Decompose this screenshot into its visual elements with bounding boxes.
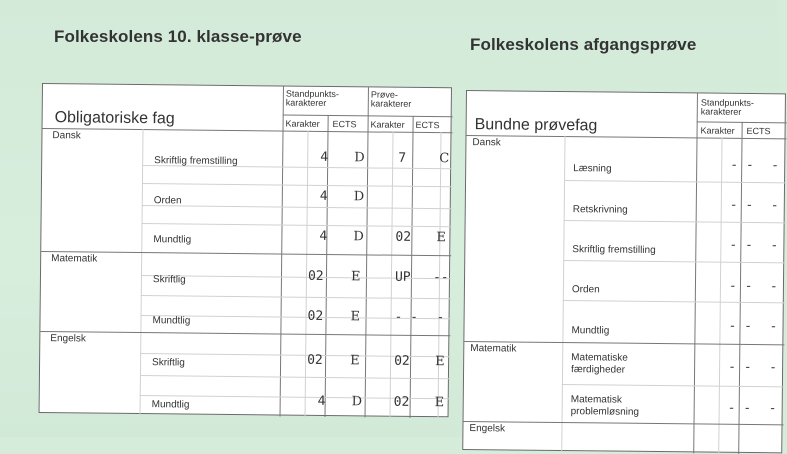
subject-dansk: Dansk: [52, 130, 81, 142]
grade-value: - -: [729, 237, 753, 254]
grade-value: 4: [319, 188, 328, 204]
subject-engelsk: Engelsk: [469, 423, 506, 435]
ects-value: E: [350, 269, 361, 285]
grade-value: 7: [398, 150, 407, 166]
subject-matematik: Matematik: [51, 253, 98, 265]
grade-value: - -: [394, 309, 419, 325]
ects-value: D: [353, 189, 365, 205]
ects-value: -: [769, 319, 778, 335]
grade-value: - -: [728, 318, 753, 335]
right-form-title: Folkeskolens afgangsprøve: [470, 35, 697, 54]
row-label: Mundtlig: [152, 315, 191, 327]
grade-value: - -: [730, 157, 754, 174]
ects-value: -: [769, 279, 778, 295]
grade-value: - -: [729, 197, 754, 214]
standpunkt-header: Standpunkts- karakterer: [285, 88, 339, 108]
grade-value: 02: [394, 353, 410, 369]
grade-value: - -: [727, 400, 752, 417]
ects-value: E: [350, 309, 361, 325]
grade-value: - -: [728, 278, 753, 295]
ects-value: -: [771, 158, 780, 174]
ects-value: E: [350, 353, 360, 369]
standpunkt-header: Standpunkts- karakterer: [700, 97, 754, 117]
row-label: Retskrivning: [572, 204, 628, 216]
ects-value: -: [768, 401, 777, 417]
grade-value: 4: [317, 393, 326, 409]
row-label: Skriftlig: [152, 357, 185, 369]
ects-value: D: [353, 229, 364, 245]
ects-value: E: [435, 354, 445, 370]
ects-value: -: [770, 238, 779, 254]
ects-subheader: ECTS: [746, 125, 771, 137]
ects-subheader: ECTS: [332, 119, 357, 130]
row-label: Skriftlig fremstilling: [572, 244, 656, 256]
grade-value: UP: [394, 269, 411, 285]
row-label: Matematisk problemløsning: [570, 394, 640, 418]
karakter-subheader: Karakter: [370, 119, 405, 130]
grade-value: 4: [320, 149, 329, 165]
right-grade-table: [462, 90, 786, 453]
row-label: Matematiske færdigheder: [571, 352, 628, 376]
ects-value: C: [439, 151, 450, 167]
ects-value: -: [769, 360, 778, 376]
ects-value: -: [436, 310, 445, 326]
row-label: Mundtlig: [153, 234, 192, 246]
left-form-title: Folkeskolens 10. klasse-prøve: [54, 27, 302, 46]
ects-value: E: [434, 395, 445, 411]
row-label: Skriftlig: [152, 274, 186, 286]
left-grade-table: [39, 83, 452, 417]
ects-subheader: ECTS: [415, 119, 440, 131]
ects-value: -: [770, 198, 779, 214]
grade-value: 02: [307, 308, 324, 324]
section-title: Obligatoriske fag: [54, 109, 175, 128]
ects-value: E: [436, 230, 446, 246]
grade-value: 02: [395, 229, 412, 245]
ects-value: D: [351, 394, 363, 410]
grade-value: - -: [728, 359, 752, 376]
row-label: Orden: [571, 284, 600, 296]
row-label: Mundtlig: [151, 399, 190, 411]
ects-value: D: [354, 150, 365, 166]
ects-value: --: [432, 270, 449, 286]
row-label: Mundtlig: [571, 325, 610, 337]
section-title: Bundne prøvefag: [474, 116, 598, 135]
karakter-subheader: Karakter: [285, 118, 320, 129]
grade-value: 4: [319, 228, 328, 244]
proeve-header: Prøve- karakterer: [370, 89, 412, 109]
grade-value: 02: [307, 352, 323, 368]
row-label: Læsning: [573, 163, 612, 175]
subject-dansk: Dansk: [472, 137, 501, 149]
subject-matematik: Matematik: [470, 343, 517, 355]
grade-value: 02: [307, 268, 324, 284]
subject-engelsk: Engelsk: [50, 333, 86, 345]
row-label: Skriftlig fremstilling: [154, 155, 238, 168]
grade-value: 02: [393, 394, 410, 410]
karakter-subheader: Karakter: [700, 125, 735, 136]
row-label: Orden: [153, 195, 182, 207]
